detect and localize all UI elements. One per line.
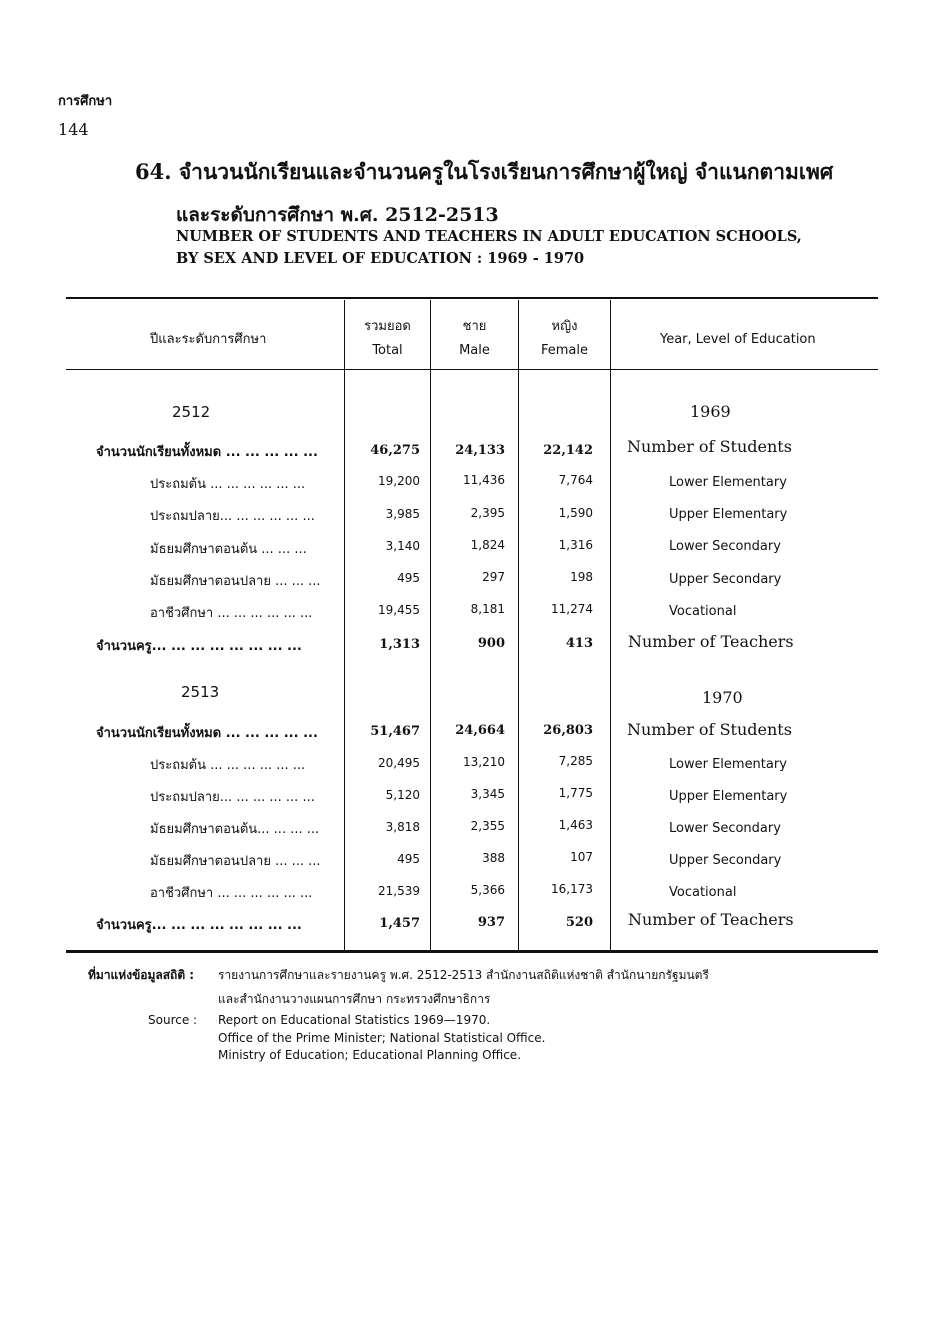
cell-total: 495 (397, 852, 420, 866)
section-label: การศึกษา (58, 94, 113, 109)
cell-female: 16,173 (551, 882, 593, 896)
cell-male: 24,133 (455, 443, 505, 458)
row-label-thai: อาชีวศึกษา ... ... ... ... ... ... (150, 606, 313, 621)
cell-male: 8,181 (470, 602, 505, 616)
cell-male: 5,366 (470, 883, 505, 897)
row-label-english: Number of Students (627, 437, 792, 456)
cell-male: 3,345 (470, 787, 505, 801)
cell-total: 1,313 (379, 637, 420, 652)
cell-total: 1,457 (379, 916, 420, 931)
column-header-level-english: Year, Level of Education (660, 332, 816, 347)
cell-female: 1,463 (558, 818, 593, 832)
column-header-total-english: Total (372, 343, 403, 358)
group-year-english: 1969 (690, 402, 731, 421)
source-thai-line-2: และสำนักงานวางแผนการศึกษา กระทรวงศึกษาธิการ (218, 992, 491, 1006)
row-label-english: Number of Teachers (628, 632, 794, 651)
row-label-thai: มัธยมศึกษาตอนต้น ... ... ... (150, 542, 307, 557)
row-label-thai: จำนวนครู... ... ... ... ... ... ... ... (96, 918, 302, 933)
cell-female: 413 (565, 636, 593, 651)
row-label-thai: ประถมต้น ... ... ... ... ... ... (150, 477, 306, 492)
row-label-english: Upper Elementary (669, 789, 788, 804)
table-subtitle-english: BY SEX AND LEVEL OF EDUCATION : 1969 - 1970 (176, 250, 585, 267)
cell-male: 2,355 (470, 819, 505, 833)
row-label-thai: จำนวนนักเรียนทั้งหมด ... ... ... ... ... (96, 445, 318, 460)
page-number: 144 (58, 120, 89, 139)
row-label-thai: อาชีวศึกษา ... ... ... ... ... ... (150, 886, 313, 901)
row-label-english: Number of Students (627, 720, 792, 739)
cell-female: 1,775 (558, 786, 593, 800)
source-thai-line-1: รายงานการศึกษาและรายงานครู พ.ศ. 2512-2513 สำนักงานสถิติแห่งชาติ สำนักนายกรัฐมนตรี (218, 968, 709, 982)
cell-total: 19,455 (378, 603, 420, 617)
row-label-english: Lower Secondary (669, 821, 781, 836)
cell-total: 5,120 (385, 788, 420, 802)
table-top-rule (66, 297, 878, 299)
cell-male: 13,210 (463, 755, 505, 769)
row-label-thai: ประถมปลาย... ... ... ... ... ... (150, 790, 315, 805)
cell-male: 388 (482, 851, 505, 865)
row-label-thai: ประถมปลาย... ... ... ... ... ... (150, 509, 315, 524)
row-label-thai: มัธยมศึกษาตอนต้น... ... ... ... (150, 822, 320, 837)
cell-total: 46,275 (370, 443, 420, 458)
row-label-english: Lower Elementary (669, 475, 787, 490)
row-label-english: Lower Secondary (669, 539, 781, 554)
column-header-level-thai: ปีและระดับการศึกษา (150, 332, 267, 347)
source-english-line-2: Office of the Prime Minister; National Statistical Office. (218, 1031, 546, 1045)
cell-male: 297 (482, 570, 505, 584)
table-bottom-rule (66, 950, 878, 953)
row-label-english: Vocational (669, 604, 737, 619)
row-label-english: Upper Secondary (669, 853, 782, 868)
cell-female: 7,285 (558, 754, 593, 768)
cell-female: 107 (570, 850, 593, 864)
cell-female: 7,764 (558, 473, 593, 487)
cell-total: 3,985 (385, 507, 420, 521)
cell-male: 2,395 (470, 506, 505, 520)
row-label-thai: มัธยมศึกษาตอนปลาย ... ... ... (150, 574, 321, 589)
cell-total: 20,495 (378, 756, 420, 770)
cell-male: 900 (477, 636, 505, 651)
row-label-english: Vocational (669, 885, 737, 900)
row-label-english: Upper Elementary (669, 507, 788, 522)
row-label-thai: จำนวนครู... ... ... ... ... ... ... ... (96, 639, 302, 654)
row-label-thai: มัธยมศึกษาตอนปลาย ... ... ... (150, 854, 321, 869)
cell-total: 19,200 (378, 474, 420, 488)
row-label-english: Upper Secondary (669, 572, 782, 587)
cell-total: 3,140 (385, 539, 420, 553)
group-year-english: 1970 (702, 688, 743, 707)
header-bottom-rule (66, 369, 878, 370)
cell-male: 11,436 (463, 473, 505, 487)
source-english-line-1: Report on Educational Statistics 1969—1970. (218, 1013, 491, 1027)
group-year-thai: 2512 (172, 403, 211, 421)
cell-female: 198 (570, 570, 593, 584)
cell-total: 3,818 (385, 820, 420, 834)
table-title-english: NUMBER OF STUDENTS AND TEACHERS IN ADULT EDUCATION SCHOOLS, (176, 228, 802, 245)
cell-total: 51,467 (370, 724, 420, 739)
row-label-thai: ประถมต้น ... ... ... ... ... ... (150, 758, 306, 773)
cell-female: 1,316 (558, 538, 593, 552)
column-header-female-thai: หญิง (551, 319, 578, 334)
cell-male: 24,664 (455, 723, 505, 738)
column-header-total-thai: รวมยอด (364, 319, 411, 334)
cell-female: 1,590 (558, 506, 593, 520)
table-subtitle-thai: และระดับการศึกษา พ.ศ. 2512-2513 (176, 204, 499, 226)
cell-total: 495 (397, 571, 420, 585)
source-label-english: Source : (148, 1013, 198, 1027)
cell-female: 22,142 (543, 443, 593, 458)
group-year-thai: 2513 (181, 683, 220, 701)
row-label-english: Lower Elementary (669, 757, 787, 772)
row-label-english: Number of Teachers (628, 910, 794, 929)
column-header-male-thai: ชาย (462, 319, 487, 334)
source-english-line-3: Ministry of Education; Educational Planning Office. (218, 1048, 522, 1062)
column-header-male-english: Male (459, 343, 490, 358)
cell-male: 1,824 (470, 538, 505, 552)
column-divider (610, 300, 611, 950)
cell-total: 21,539 (378, 884, 420, 898)
source-label-thai: ที่มาแห่งข้อมูลสถิติ : (88, 968, 195, 982)
cell-female: 26,803 (543, 723, 593, 738)
table-title-thai: 64. จำนวนนักเรียนและจำนวนครูในโรงเรียนการศึกษาผู้ใหญ่ จำแนกตามเพศ (135, 159, 834, 184)
column-header-female-english: Female (540, 343, 588, 358)
cell-female: 11,274 (551, 602, 593, 616)
cell-female: 520 (565, 915, 593, 930)
cell-male: 937 (477, 915, 505, 930)
row-label-thai: จำนวนนักเรียนทั้งหมด ... ... ... ... ... (96, 726, 318, 741)
